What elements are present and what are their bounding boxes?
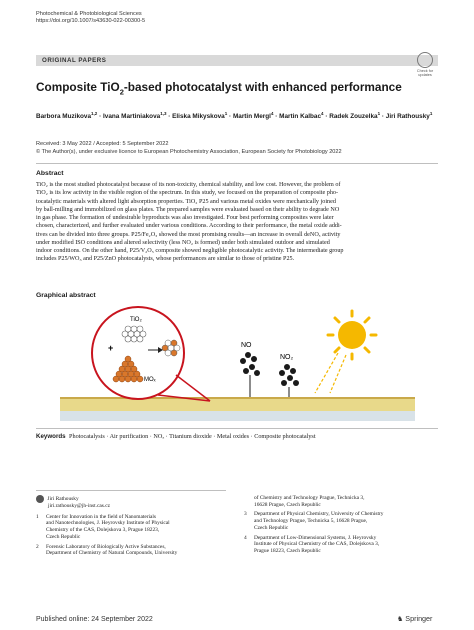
footnote-line: Department of Low-Dimensional Systems, J. Heyrovsky (254, 534, 377, 541)
springer-horse-icon: ♞ (397, 616, 404, 623)
coated-plate (60, 397, 415, 411)
abstract-text (36, 181, 439, 264)
footnote-number: 3 (244, 511, 247, 518)
refresh-icon (417, 52, 433, 68)
article-meta (36, 141, 440, 157)
footnote-line: and Nanotechnologies, J. Heyrovsky Institute of Physical (46, 520, 170, 527)
abstract-line: includes P25/WO₃ and P25/ZnO photocatalysts, whose performances are similar to those of pristine P25. (36, 256, 295, 263)
check-updates-text (412, 69, 438, 78)
title-part1: Composite TiO (36, 80, 120, 94)
light-rays (315, 353, 346, 393)
abstract-line: indoor conditions. On the other hand, P25/V₂O₅ composite showed negligible photocatalytic activity. The intermediate group (36, 248, 344, 254)
mox-label: MOₓ (144, 377, 156, 383)
footnote-line: Center for Innovation in the field of Nanomaterials (46, 513, 157, 520)
author-affiliation: 1 (377, 111, 381, 116)
envelope-icon (36, 495, 44, 503)
footnote-line: Czech Republic (254, 524, 289, 531)
no2-molecule-cluster (279, 364, 299, 386)
author-name[interactable]: Martin Kalbac (279, 113, 322, 121)
footnote-number: 2 (36, 543, 39, 550)
divider (36, 163, 438, 164)
footnote-line: 16628 Prague, Czech Republic (254, 501, 321, 508)
author-name[interactable]: Jiri Rathousky (385, 113, 430, 121)
tio2-cluster (122, 326, 146, 342)
footnote (36, 544, 236, 557)
abstract-line: TiO₂ is the most studied photocatalyst because of its non-toxicity, chemical stability, and low cost. However, the problem of (36, 182, 341, 188)
author-name[interactable]: Eliska Mikyskova (172, 113, 225, 121)
check-updates-line1: Check for (416, 69, 434, 73)
footnote (36, 514, 236, 541)
footnote-line: Forensic Laboratory of Biologically Active Substances, (46, 543, 166, 550)
footnote-line: Czech Republic (46, 533, 81, 540)
abstract-line: TiO₂ is its low activity in the visible region of the spectrum. In this study, we focused on the preparation of composite pho- (36, 190, 339, 197)
graphical-abstract-figure (60, 305, 415, 425)
journal-header (36, 11, 145, 25)
title-part2: -based photocatalyst with enhanced performance (123, 80, 402, 94)
abstract-heading: Abstract (36, 170, 64, 177)
plus-sign: + (108, 343, 114, 353)
footnotes-right (244, 495, 444, 558)
footnote-line: and Technology Prague, Technicka 5, 16628 Prague, (254, 518, 368, 525)
footnote (244, 511, 444, 531)
author-name[interactable]: Martin Mergl (232, 113, 271, 121)
check-updates-line2: updates (418, 73, 432, 78)
tio2-label: TiO₂ (130, 317, 142, 323)
footnote-number: 1 (36, 513, 39, 520)
footnote-line: Department of Chemistry of Natural Compounds, University (46, 550, 178, 557)
sun-icon (328, 311, 376, 359)
abstract-line: by ball-milling and immobilized on glass plates. The prepared samples were evaluated based on their ability to degrade NO (36, 206, 340, 213)
corresponding-author (36, 495, 236, 503)
author-list: Barbora Muzikova$^{1,2}$ · Ivana Martiniakova$^{1,3}$ · Eliska Mikyskova$^1$ · Martin Mergl$^4$ · Martin Kalbac$^4$ · Radek Zouzelka$^1$ · Jiri Rathousky$^1$ (36, 111, 433, 121)
no2-label: NO₂ (280, 354, 294, 361)
journal-name: Photochemical & Photobiological Sciences (36, 11, 142, 17)
abstract-line: chosen, characterized, and further evaluated under various conditions. According to their performance, the metal oxide addi- (36, 223, 342, 230)
author-affiliation: 1 (429, 111, 433, 116)
footnote-line: of Chemistry and Technology Prague, Technicka 3, (254, 495, 365, 501)
article-title (36, 80, 402, 96)
publisher-name: Springer (405, 614, 433, 623)
abstract-line: tives can be divided into three groups. P25/Fe₂O₃ showed the most promising results—an increase in overall deNOₓ activity (36, 231, 341, 238)
doi-link[interactable]: https://doi.org/10.1007/s43630-022-00300-5 (36, 18, 146, 25)
abstract-line: under modified ISO conditions and altered selectivity (less NO₂ is formed) under both simulated outdoor and simulated (36, 239, 330, 246)
author-affiliation: 1 (224, 111, 228, 116)
title-subscript: 2 (119, 87, 124, 97)
footnote-line: Chemistry of the CAS, Dolejskova 3, Prague 18223, (46, 527, 160, 534)
author-affiliation: 1,2 (91, 111, 98, 116)
corresponding-email[interactable]: jiri.rathousky@jh-inst.cas.cz (48, 503, 111, 509)
keywords-label: Keywords (36, 433, 66, 440)
no-molecule-cluster (240, 352, 260, 376)
divider-2 (36, 428, 438, 429)
footnote (244, 495, 444, 508)
footnote (244, 535, 444, 555)
published-online: Published online: 24 September 2022 (36, 616, 153, 623)
author-name[interactable]: Barbora Muzikova (36, 113, 92, 121)
check-updates-badge[interactable] (412, 52, 438, 80)
publisher-logo (397, 614, 432, 623)
corresponding-name: Jiri Rathousky (47, 496, 79, 503)
section-label-bar (36, 55, 438, 66)
footnote-line: Department of Physical Chemistry, University of Chemistry (254, 511, 384, 518)
footnote-line: Prague 18223, Czech Republic (254, 547, 321, 554)
glass-substrate (60, 411, 415, 421)
footnote-number: 4 (244, 534, 247, 541)
author-affiliation: 4 (270, 111, 274, 116)
copyright-line: © The Author(s), under exclusive licence to European Photochemistry Association, European Society for Photobiology 2022 (36, 148, 342, 155)
keywords-section (36, 433, 440, 441)
footnotes-left (36, 495, 236, 560)
abstract-line: in gas phase. The formation of undesirable byproducts was also investigated. Four best performing composites were later (36, 215, 334, 221)
footnote-number (244, 495, 254, 508)
author-name[interactable]: Radek Zouzelka (329, 113, 378, 121)
footnote-rule (36, 490, 226, 491)
graphical-abstract-heading: Graphical abstract (36, 292, 96, 299)
abstract-line: tocatalytic materials with altered light absorption properties. TiO₂ P25 and various metal oxides were mechanically joined (36, 198, 336, 205)
author-affiliation: 4 (321, 111, 324, 116)
section-label: ORIGINAL PAPERS (42, 57, 107, 64)
received-date: Received: 3 May 2022 / Accepted: 5 September 2022 (36, 141, 169, 147)
keywords-list: Photocatalysis · Air purification · NOₓ · Titanium dioxide · Metal oxides · Composite photocatalyst (69, 433, 316, 440)
author-name[interactable]: Ivana Martiniakova (103, 113, 161, 121)
no-label: NO (241, 342, 252, 349)
footnote-line: Institute of Physical Chemistry of the CAS, Dolejskova 3, (254, 541, 380, 548)
author-affiliation: 1,3 (160, 111, 167, 116)
